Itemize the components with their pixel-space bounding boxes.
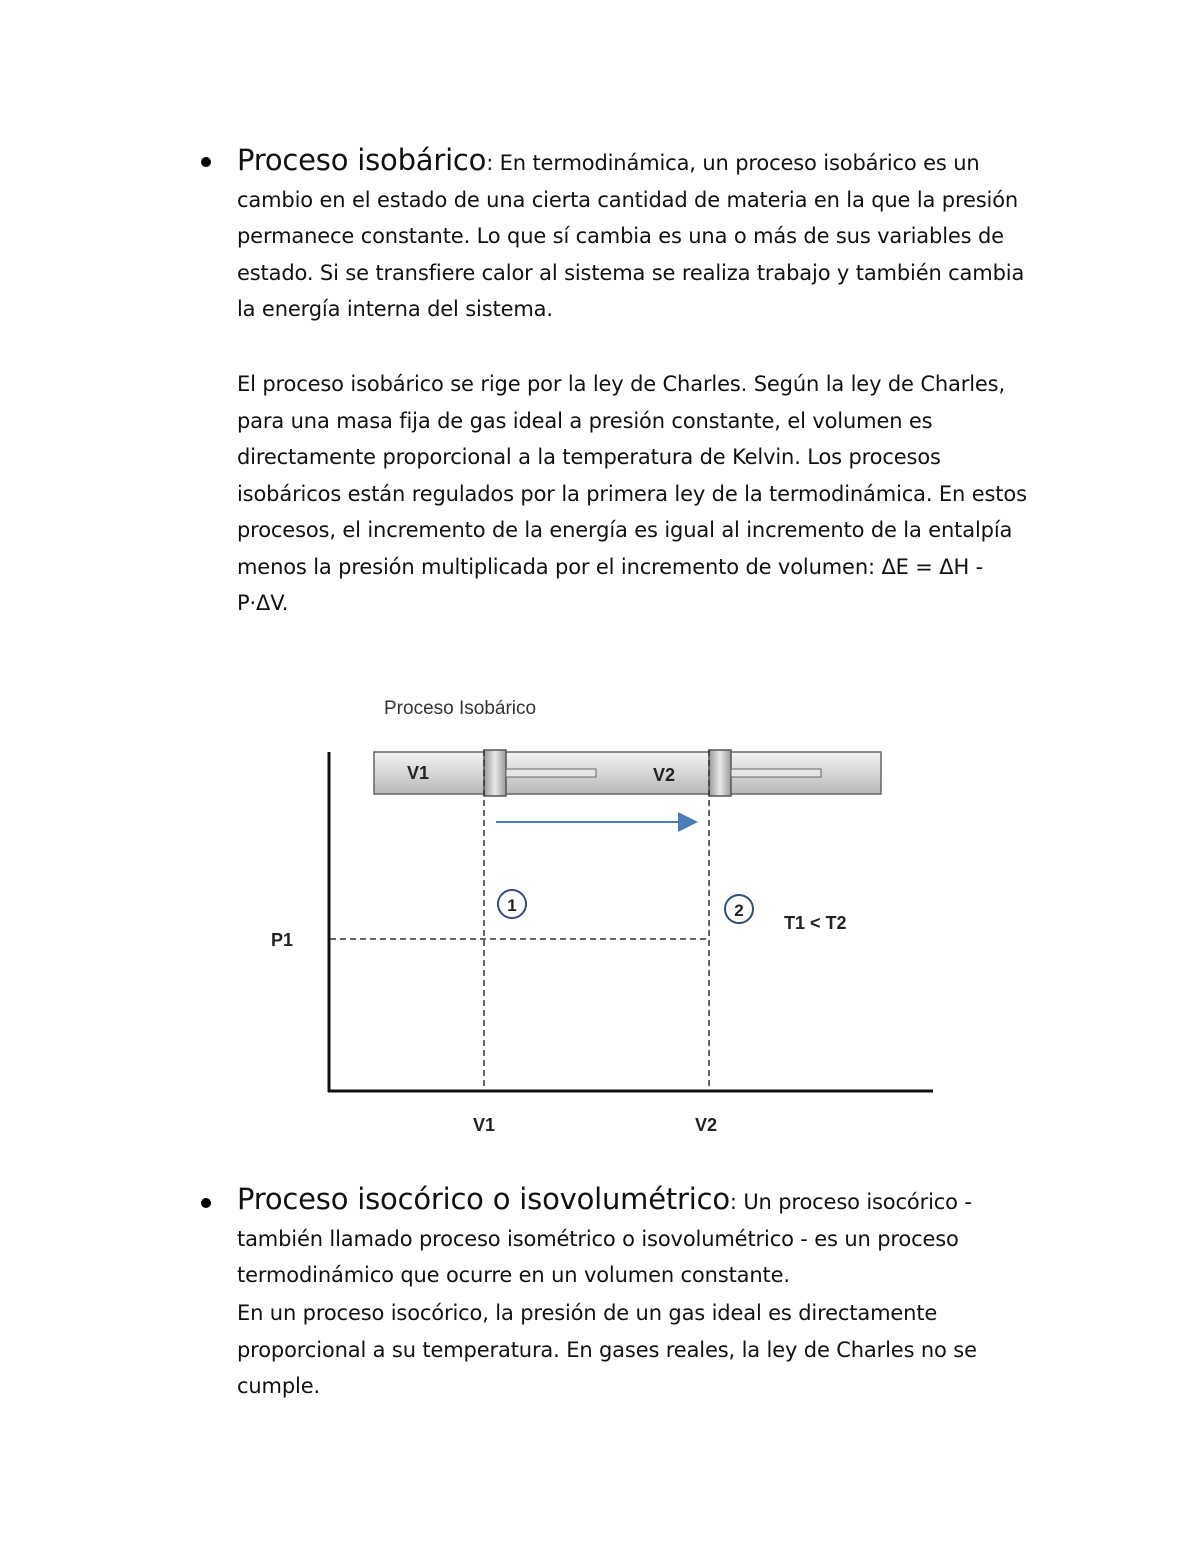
bullet-isochoric bbox=[201, 1198, 211, 1208]
isobaric-paragraph-1 bbox=[237, 142, 1037, 328]
axis-label-v1: V1 bbox=[473, 1115, 496, 1135]
isochoric-heading: Proceso isocórico o isovolumétrico bbox=[237, 1182, 730, 1216]
isobaric-paragraph-2: El proceso isobárico se rige por la ley de Charles. Según la ley de Charles, para una masa fija de gas ideal a presión constante, el volumen es directamente proporcional a la temperatura de Kelvin. Los procesos isobáricos están regulados por la primera ley de la termodinámica. En estos procesos, el incremento de la energía es igual al incremento de la entalpía menos la presión multiplicada por el incremento de volumen: ΔE = ΔH - P·ΔV. bbox=[237, 372, 1027, 615]
cylinder-label-v1: V1 bbox=[407, 763, 430, 783]
axis-label-v2: V2 bbox=[695, 1115, 718, 1135]
state-2-label: 2 bbox=[734, 901, 744, 920]
pressure-label-p1: P1 bbox=[271, 930, 294, 950]
bullet-isobaric bbox=[201, 157, 211, 167]
diagram-title: Proceso Isobárico bbox=[384, 698, 537, 719]
piston-2 bbox=[709, 750, 731, 796]
piston-rod-2 bbox=[731, 769, 821, 777]
piston-1 bbox=[484, 750, 506, 796]
isobaric-intro: : En termodinámica, un proceso isobárico es un cambio en el estado de una cierta cantidad de materia en la que la presión permanece constante. Lo que sí cambia es una o más de sus variables de estado. Si se transfiere calor al sistema se realiza trabajo y también cambia la energía interna del sistema. bbox=[237, 151, 1025, 321]
temperature-relation: T1 < T2 bbox=[784, 913, 847, 933]
isobaric-heading: Proceso isobárico bbox=[237, 143, 487, 177]
cylinder-label-v2: V2 bbox=[653, 765, 676, 785]
isochoric-paragraph-2: En un proceso isocórico, la presión de un gas ideal es directamente proporcional a su temperatura. En gases reales, la ley de Charles no se cumple. bbox=[237, 1301, 977, 1398]
isobaric-diagram bbox=[250, 688, 950, 1148]
isochoric-paragraph-1 bbox=[237, 1181, 1037, 1294]
piston-rod-1 bbox=[506, 769, 596, 777]
isochoric-intro: : Un proceso isocórico - también llamado proceso isométrico o isovolumétrico - es un proceso termodinámico que ocurre en un volumen constante. bbox=[237, 1190, 972, 1287]
state-1-label: 1 bbox=[507, 896, 517, 915]
